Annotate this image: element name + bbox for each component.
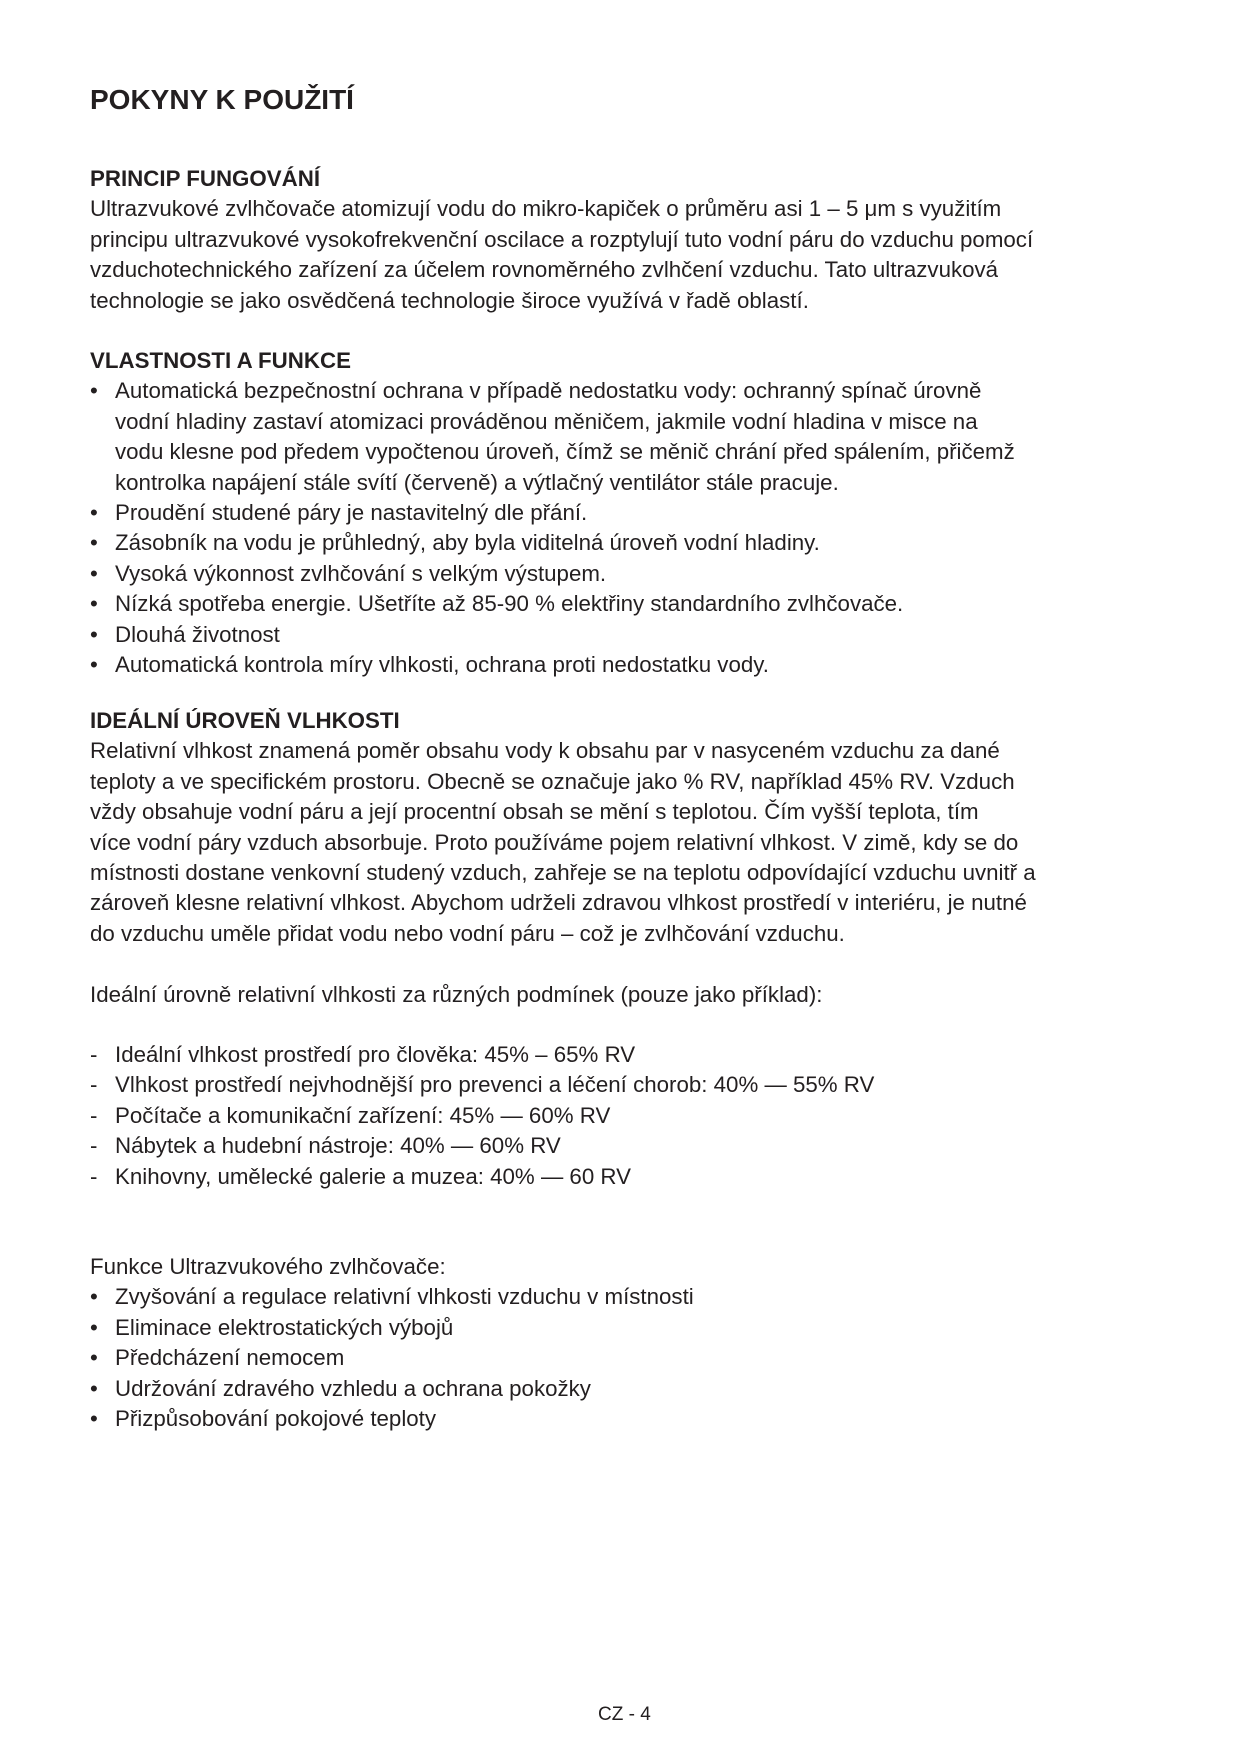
paragraph-line: Relativní vlhkost znamená poměr obsahu vody k obsahu par v nasyceném vzduchu za dané: [90, 738, 1000, 764]
list-item-text: Vlhkost prostředí nejvhodnější pro prevenci a léčení chorob: 40% — 55% RV: [115, 1072, 875, 1098]
list-item: [90, 528, 1015, 558]
levels-intro: Ideální úrovně relativní vlhkosti za různých podmínek (pouze jako příklad):: [90, 982, 823, 1007]
paragraph-line: více vodní páry vzduch absorbuje. Proto používáme pojem relativní vlhkost. V zimě, kdy se do: [90, 829, 1019, 855]
list-item-text: Eliminace elektrostatických výbojů: [115, 1314, 454, 1340]
bullet: •: [90, 1405, 98, 1431]
list-item-text: Dlouhá životnost: [115, 621, 280, 647]
list-item-text: Nízká spotřeba energie. Ušetříte až 85-90 % elektřiny standardního zvlhčovače.: [115, 591, 904, 617]
paragraph-line: vždy obsahuje vodní páru a její procentní obsah se mění s teplotou. Čím vyšší teplota, tím: [90, 799, 979, 825]
list-item-text: Automatická kontrola míry vlhkosti, ochrana proti nedostatku vody.: [115, 651, 769, 677]
list-item-text: vodu klesne pod předem vypočtenou úroveň, čímž se měnič chrání před spálením, přičemž: [115, 439, 1015, 465]
list-item-text: Vysoká výkonnost zvlhčování s velkým výstupem.: [115, 560, 607, 586]
list-item: [90, 1313, 694, 1343]
paragraph-line: vzduchotechnického zařízení za účelem rovnoměrného zvlhčení vzduchu. Tato ultrazvuková: [90, 257, 999, 283]
list-item: [90, 1040, 874, 1070]
list-item: [90, 498, 1015, 528]
list-item: [90, 1101, 874, 1131]
dash: -: [90, 1102, 98, 1128]
bullet: •: [90, 1375, 98, 1401]
paragraph-line: Ultrazvukové zvlhčovače atomizují vodu do mikro-kapiček o průměru asi 1 – 5 μm s využitím: [90, 196, 1002, 222]
list-item-continuation: [90, 437, 1015, 467]
list-item: [90, 1404, 694, 1434]
list-item: [90, 559, 1015, 589]
section-humidity: [90, 706, 1036, 949]
list-item: [90, 1162, 874, 1192]
section-functions: [90, 1252, 694, 1434]
list-item-text: Knihovny, umělecké galerie a muzea: 40% — 60 RV: [115, 1163, 631, 1189]
paragraph-line: teploty a ve specifickém prostoru. Obecně se označuje jako % RV, například 45% RV. Vzduch: [90, 768, 1015, 794]
bullet: •: [90, 651, 98, 677]
section-heading: VLASTNOSTI A FUNKCE: [90, 348, 351, 373]
bullet: •: [90, 1284, 98, 1310]
list-item-text: Předcházení nemocem: [115, 1345, 345, 1371]
list-item-text: Přizpůsobování pokojové teploty: [115, 1405, 437, 1431]
levels-list: [90, 1040, 874, 1192]
list-item: [90, 650, 1015, 680]
page-title: POKYNY K POUŽITÍ: [90, 84, 354, 115]
list-item: [90, 1131, 874, 1161]
dash: -: [90, 1133, 98, 1159]
list-item: [90, 1374, 694, 1404]
bullet: •: [90, 1345, 98, 1371]
list-item-text: Nábytek a hudební nástroje: 40% — 60% RV: [115, 1133, 561, 1159]
paragraph-line: zároveň klesne relativní vlhkost. Abychom udrželi zdravou vlhkost prostředí v interiéru, je nutné: [90, 890, 1027, 916]
list-item-text: Zásobník na vodu je průhledný, aby byla viditelná úroveň vodní hladiny.: [115, 530, 820, 556]
list-item-continuation: [90, 468, 1015, 498]
list-item-text: Udržování zdravého vzhledu a ochrana pokožky: [115, 1375, 591, 1401]
bullet: •: [90, 1314, 98, 1340]
list-item: [90, 376, 1015, 406]
list-item: [90, 1343, 694, 1373]
paragraph-line: principu ultrazvukové vysokofrekvenční oscilace a rozptylují tuto vodní páru do vzduchu pomocí: [90, 226, 1034, 252]
dash: -: [90, 1072, 98, 1098]
list-item-text: vodní hladiny zastaví atomizaci prováděnou měničem, jakmile vodní hladina v misce na: [115, 408, 978, 434]
list-item: [90, 1070, 874, 1100]
list-item-continuation: [90, 407, 1015, 437]
list-item-text: Automatická bezpečnostní ochrana v případě nedostatku vody: ochranný spínač úrovně: [115, 378, 982, 404]
paragraph-line: technologie se jako osvědčená technologie široce využívá v řadě oblastí.: [90, 287, 809, 313]
list-item-text: Ideální vlhkost prostředí pro člověka: 45% – 65% RV: [115, 1042, 636, 1067]
paragraph-line: místnosti dostane venkovní studený vzduch, zahřeje se na teplotu odpovídající vzduchu uvnitř a: [90, 859, 1036, 885]
functions-intro: Funkce Ultrazvukového zvlhčovače:: [90, 1254, 446, 1279]
list-item-text: Proudění studené páry je nastavitelný dle přání.: [115, 499, 588, 525]
list-item-text: Počítače a komunikační zařízení: 45% — 60% RV: [115, 1102, 611, 1128]
paragraph-line: do vzduchu uměle přidat vodu nebo vodní páru – což je zvlhčování vzduchu.: [90, 920, 845, 946]
section-heading: PRINCIP FUNGOVÁNÍ: [90, 166, 321, 191]
bullet: •: [90, 591, 98, 617]
section-heading: IDEÁLNÍ ÚROVEŇ VLHKOSTI: [90, 708, 400, 733]
bullet: •: [90, 499, 98, 525]
dash: -: [90, 1163, 98, 1189]
section-features: [90, 346, 1015, 680]
list-item-text: kontrolka napájení stále svítí (červeně) a výtlačný ventilátor stále pracuje.: [115, 469, 839, 495]
list-item: [90, 620, 1015, 650]
list-item: [90, 1282, 694, 1312]
bullet: •: [90, 621, 98, 647]
section-principle: [90, 164, 1033, 316]
bullet: •: [90, 378, 98, 404]
list-item: [90, 589, 1015, 619]
list-item-text: Zvyšování a regulace relativní vlhkosti vzduchu v místnosti: [115, 1284, 694, 1310]
bullet: •: [90, 560, 98, 586]
page-number: CZ - 4: [598, 1704, 651, 1725]
dash: -: [90, 1042, 98, 1067]
bullet: •: [90, 530, 98, 556]
